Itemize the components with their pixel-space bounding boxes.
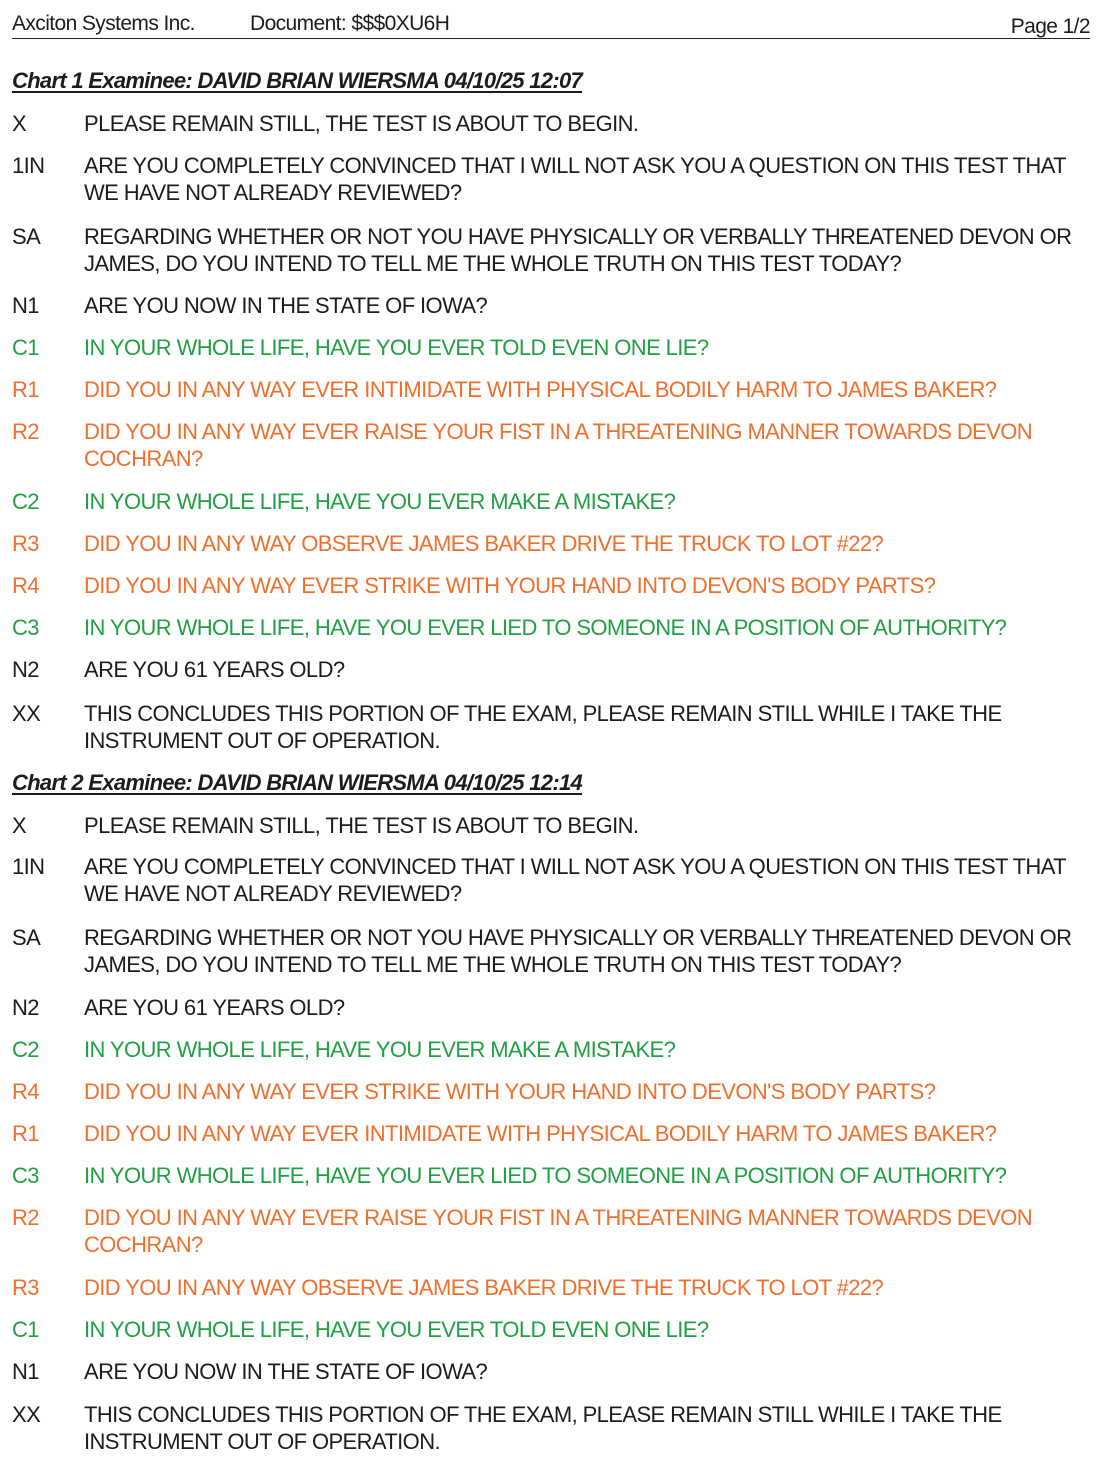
question-text: THIS CONCLUDES THIS PORTION OF THE EXAM, PLEASE REMAIN STILL WHILE I TAKE THE INSTRUMENT OUT OF OPERATION.	[84, 701, 1002, 753]
question-code: C3	[12, 615, 39, 640]
question-code: C1	[12, 1317, 39, 1342]
question-text: DID YOU IN ANY WAY EVER STRIKE WITH YOUR HAND INTO DEVON'S BODY PARTS?	[84, 1079, 936, 1104]
question-text: PLEASE REMAIN STILL, THE TEST IS ABOUT TO BEGIN.	[84, 813, 639, 838]
question-text: THIS CONCLUDES THIS PORTION OF THE EXAM, PLEASE REMAIN STILL WHILE I TAKE THE INSTRUMENT OUT OF OPERATION.	[84, 1402, 1002, 1454]
question-text: DID YOU IN ANY WAY OBSERVE JAMES BAKER DRIVE THE TRUCK TO LOT #22?	[84, 1275, 884, 1300]
question-code: R2	[12, 1205, 39, 1230]
question-code: R2	[12, 419, 39, 444]
question-text: REGARDING WHETHER OR NOT YOU HAVE PHYSICALLY OR VERBALLY THREATENED DEVON OR JAMES, DO YOU INTEND TO TELL ME THE WHOLE TRUTH ON THIS TEST TODAY?	[84, 224, 1072, 276]
question-code: XX	[12, 1402, 41, 1427]
question-text: REGARDING WHETHER OR NOT YOU HAVE PHYSICALLY OR VERBALLY THREATENED DEVON OR JAMES, DO YOU INTEND TO TELL ME THE WHOLE TRUTH ON THIS TEST TODAY?	[84, 925, 1072, 977]
page-header	[12, 10, 1090, 39]
question-text: ARE YOU COMPLETELY CONVINCED THAT I WILL NOT ASK YOU A QUESTION ON THIS TEST THAT WE HAVE NOT ALREADY REVIEWED?	[84, 153, 1066, 205]
question-text: IN YOUR WHOLE LIFE, HAVE YOU EVER MAKE A MISTAKE?	[84, 489, 676, 514]
question-code: R3	[12, 1275, 39, 1300]
question-code: R1	[12, 1121, 39, 1146]
question-text: IN YOUR WHOLE LIFE, HAVE YOU EVER MAKE A MISTAKE?	[84, 1037, 676, 1062]
question-text: ARE YOU COMPLETELY CONVINCED THAT I WILL NOT ASK YOU A QUESTION ON THIS TEST THAT WE HAVE NOT ALREADY REVIEWED?	[84, 854, 1066, 906]
question-code: R1	[12, 377, 39, 402]
question-text: DID YOU IN ANY WAY EVER STRIKE WITH YOUR HAND INTO DEVON'S BODY PARTS?	[84, 573, 936, 598]
chart-1-title: Chart 1 Examinee: DAVID BRIAN WIERSMA 04/10/25 12:07	[12, 68, 583, 93]
question-code: X	[12, 813, 27, 838]
question-code: C1	[12, 335, 39, 360]
question-code: N1	[12, 293, 39, 318]
question-text: ARE YOU 61 YEARS OLD?	[84, 995, 345, 1020]
question-code: 1IN	[12, 854, 45, 879]
question-text: PLEASE REMAIN STILL, THE TEST IS ABOUT TO BEGIN.	[84, 111, 639, 136]
document-id: Document: $$$0XU6H	[250, 12, 450, 35]
question-text: IN YOUR WHOLE LIFE, HAVE YOU EVER LIED TO SOMEONE IN A POSITION OF AUTHORITY?	[84, 1163, 1007, 1188]
chart-2-title: Chart 2 Examinee: DAVID BRIAN WIERSMA 04/10/25 12:14	[12, 770, 583, 795]
company-name: Axciton Systems Inc.	[12, 12, 195, 35]
question-code: N2	[12, 657, 39, 682]
question-text: IN YOUR WHOLE LIFE, HAVE YOU EVER LIED TO SOMEONE IN A POSITION OF AUTHORITY?	[84, 615, 1007, 640]
question-code: R4	[12, 1079, 39, 1104]
question-text: DID YOU IN ANY WAY EVER INTIMIDATE WITH PHYSICAL BODILY HARM TO JAMES BAKER?	[84, 377, 997, 402]
question-text: ARE YOU NOW IN THE STATE OF IOWA?	[84, 293, 488, 318]
question-code: R3	[12, 531, 39, 556]
question-code: N2	[12, 995, 39, 1020]
question-text: DID YOU IN ANY WAY EVER RAISE YOUR FIST IN A THREATENING MANNER TOWARDS DEVON COCHRAN?	[84, 419, 1033, 471]
question-code: N1	[12, 1359, 39, 1384]
page-number: Page 1/2	[1010, 15, 1090, 38]
question-text: DID YOU IN ANY WAY EVER INTIMIDATE WITH PHYSICAL BODILY HARM TO JAMES BAKER?	[84, 1121, 997, 1146]
question-text: IN YOUR WHOLE LIFE, HAVE YOU EVER TOLD EVEN ONE LIE?	[84, 335, 709, 360]
question-code: R4	[12, 573, 39, 598]
question-text: IN YOUR WHOLE LIFE, HAVE YOU EVER TOLD EVEN ONE LIE?	[84, 1317, 709, 1342]
question-text: ARE YOU 61 YEARS OLD?	[84, 657, 345, 682]
question-code: 1IN	[12, 153, 45, 178]
question-text: DID YOU IN ANY WAY OBSERVE JAMES BAKER DRIVE THE TRUCK TO LOT #22?	[84, 531, 884, 556]
question-code: SA	[12, 224, 41, 249]
question-code: XX	[12, 701, 41, 726]
question-text: ARE YOU NOW IN THE STATE OF IOWA?	[84, 1359, 488, 1384]
question-code: C2	[12, 1037, 39, 1062]
question-code: C3	[12, 1163, 39, 1188]
question-code: SA	[12, 925, 41, 950]
question-code: X	[12, 111, 27, 136]
question-code: C2	[12, 489, 39, 514]
question-text: DID YOU IN ANY WAY EVER RAISE YOUR FIST IN A THREATENING MANNER TOWARDS DEVON COCHRAN?	[84, 1205, 1033, 1257]
